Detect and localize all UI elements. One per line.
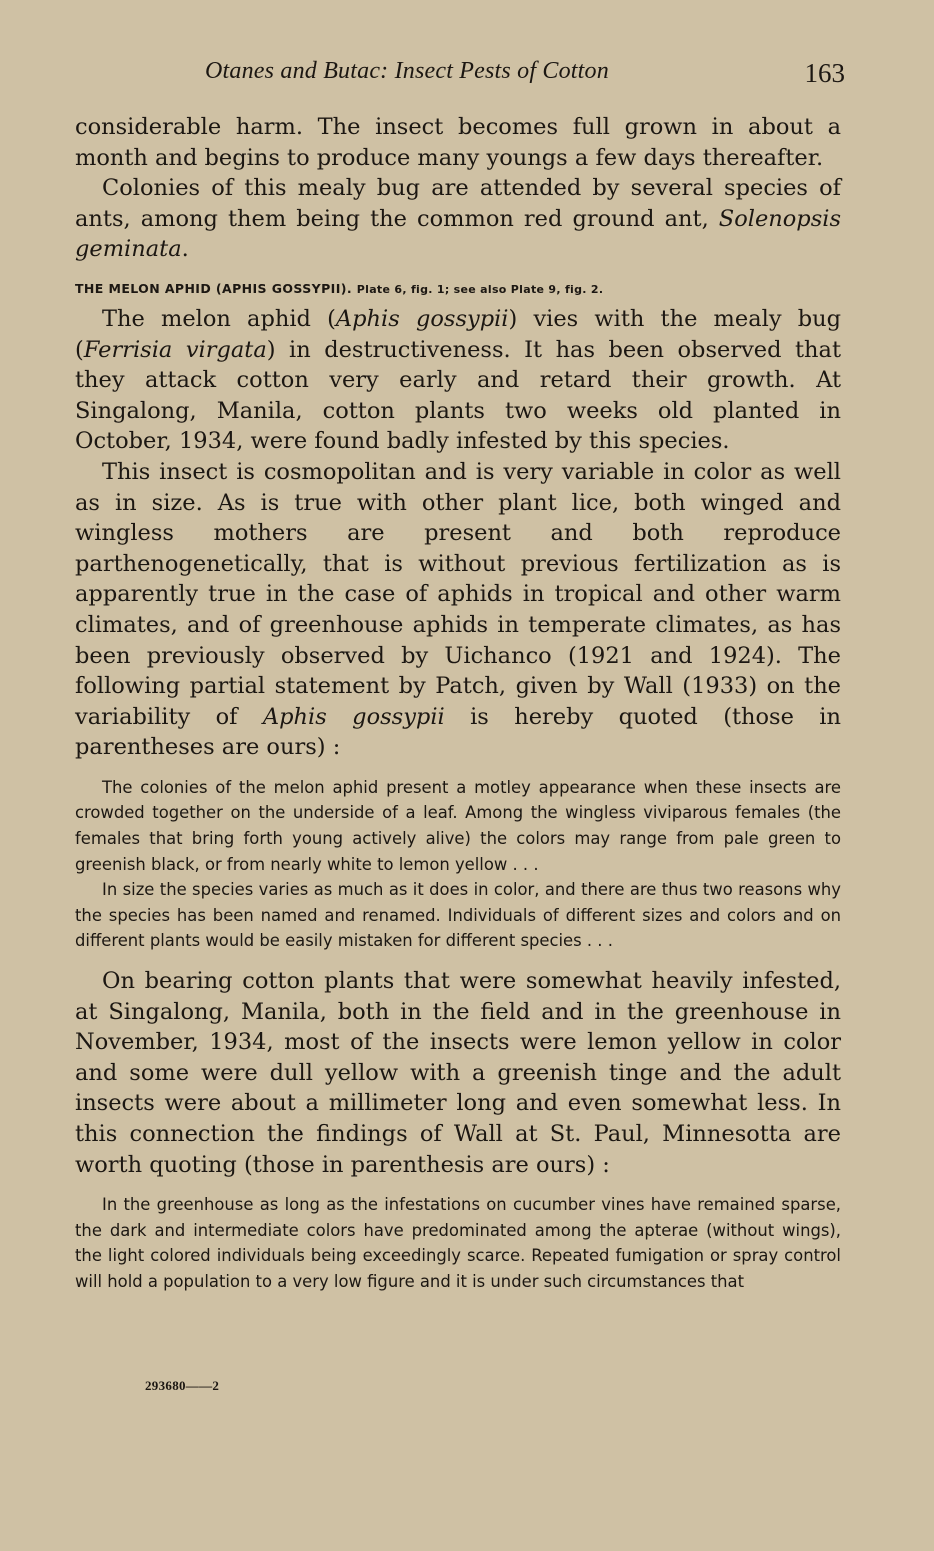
section-title: THE MELON APHID (APHIS GOSSYPII). (75, 280, 353, 296)
species-name: Aphis gossypii (262, 703, 445, 730)
section-heading (75, 275, 841, 304)
block-quote-patch (75, 775, 841, 954)
species-name: Ferrisia virgata (83, 336, 267, 363)
block-quote-wall (75, 1192, 841, 1294)
paragraph-text: ) vies with the mealy bug ( (75, 305, 841, 363)
quote-paragraph: In size the species varies as much as it does in color, and there are thus two reasons why the species has been named and renamed. Individuals of different sizes and colors and on different plants would be easily mistaken for different species . . . (75, 880, 841, 951)
paragraph-continuation: considerable harm. The insect becomes full grown in about a month and begins to produce many youngs a few days thereafter. (75, 114, 841, 171)
paragraph-cosmopolitan (75, 457, 841, 763)
quote-paragraph: The colonies of the melon aphid present a motley appearance when these insects are crowded together on the underside of a leaf. Among the wingless viviparous females (the females that bring forth young actively alive) the colors may range from pale green to greenish black, or from nearly white to lemon yellow . . . (75, 777, 841, 874)
species-name: Aphis gossypii (335, 305, 509, 332)
paragraph-text: This insect is cosmopolitan and is very variable in color as well as in size. As is true with other plant lice, both winged and wingless mothers are present and both reproduce parthenogenetically, that is without previous fertilization as is apparently true in the case of aphids in tropical and other warm climates, and of greenhouse aphids in temperate climates, as has been previously observed by Uichanco (1921 and 1924). The following partial statement by Patch, given by Wall (1933) on the variability of (75, 458, 841, 730)
paragraph-text: Colonies of this mealy bug are attended by several species of ants, among them being the common red ground ant, (75, 175, 841, 232)
quote-paragraph: In the greenhouse as long as the infestations on cucumber vines have remained sparse, the dark and intermediate colors have predominated among the apterae (without wings), the light colored individuals being exceedingly scarce. Repeated fumigation or spray control will hold a population to a very low figure and it is under such circumstances that (75, 1195, 841, 1291)
paragraph-text: The melon aphid ( (102, 305, 336, 332)
paragraph-text: is hereby quoted (those in parentheses are ours) : (75, 703, 841, 761)
page-header (75, 56, 847, 92)
paragraph-ants (75, 173, 841, 265)
plate-reference: Plate 6, fig. 1; see also Plate 9, fig. 2. (356, 282, 604, 296)
page-body (75, 112, 841, 1307)
paragraph-text: ) in destructiveness. It has been observed that they attack cotton very early and retard their growth. At Singalong, Manila, cotton plants two weeks old planted in October, 1934, were found badly infested by this species. (75, 336, 841, 455)
printer-signature: 293680——2 (145, 1378, 220, 1393)
running-head: Otanes and Butac: Insect Pests of Cotton (205, 58, 609, 84)
paragraph-singalong: On bearing cotton plants that were somewhat heavily infested, at Singalong, Manila, both in the field and in the greenhouse in November, 1934, most of the insects were lemon yellow in color and some were dull yellow with a greenish tinge and the adult insects were about a millimeter long and even somewhat less. In this connection the findings of Wall at St. Paul, Minnesotta are worth quoting (those in parenthesis are ours) : (75, 968, 841, 1178)
paragraph-text: . (181, 236, 189, 263)
paragraph-melon-aphid (75, 304, 841, 457)
page-number: 163 (804, 58, 845, 88)
species-name: Solenopsis geminata (75, 205, 841, 263)
